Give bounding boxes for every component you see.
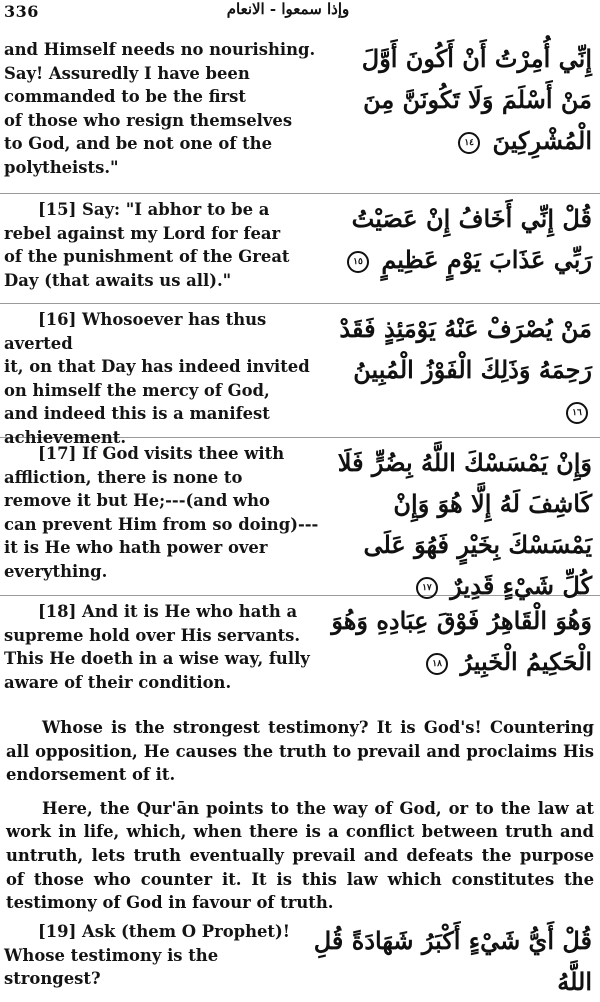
arabic-text: إِنِّي أُمِرْتُ أَنْ أَكُونَ أَوَّلَ مَنْ أَسْلَمَ وَلَا تَكُونَنَّ مِنَ الْمُشْرِكِينَ xyxy=(361,44,592,155)
verse-translation xyxy=(0,600,331,694)
translation-line: affliction, there is none to xyxy=(4,467,243,487)
verse-arabic xyxy=(296,920,600,1002)
verse-18 xyxy=(0,596,600,706)
translation-line: and indeed this is a manifest xyxy=(4,404,270,424)
verse-translation xyxy=(0,920,294,991)
translation-line: This He doeth in a wise way, fully xyxy=(4,649,310,669)
translation-line: and Himself needs no nourishing. xyxy=(4,40,316,59)
arabic-text: وَإِنْ يَمْسَسْكَ اللَّهُ بِضُرٍّ فَلَا كَاشِفَ لَهُ إِلَّا هُوَ وَإِنْ يَمْسَسْكَ بِخَيْرٍ فَهُوَ عَلَى كُلِّ شَيْءٍ قَدِيرٌ xyxy=(337,448,592,600)
verse-16 xyxy=(0,304,600,447)
verse-17 xyxy=(0,438,600,600)
translation-line: achievement. xyxy=(4,427,127,447)
translation-line: supreme hold over His servants. xyxy=(4,625,301,645)
translation-line: everything. xyxy=(4,561,108,581)
verse-end-marker: ١٦ xyxy=(566,402,588,424)
translation-line: of the punishment of the Great xyxy=(4,247,290,267)
arabic-text: وَهُوَ الْقَاهِرُ فَوْقَ عِبَادِهِ وَهُوَ الْحَكِيمُ الْخَبِيرُ xyxy=(331,606,592,676)
translation-line: Say! Assuredly I have been xyxy=(4,63,250,83)
verse-arabic xyxy=(331,600,600,682)
running-head: وإذا سمعوا - الانعام xyxy=(226,0,350,18)
verse-translation xyxy=(0,442,331,584)
verse-end-marker: ١٤ xyxy=(458,132,480,154)
verse-19 xyxy=(0,920,600,1002)
commentary xyxy=(6,716,594,925)
translation-line: polytheists." xyxy=(4,157,119,177)
verse-list xyxy=(0,34,600,706)
verse-translation xyxy=(0,38,331,180)
translation-line: [17] If God visits thee with xyxy=(38,444,285,463)
translation-line: remove it but He;---(and who xyxy=(4,491,270,511)
translation-line: it is He who hath power over xyxy=(4,538,268,558)
translation-line: Whose testimony is the strongest? xyxy=(4,945,219,989)
translation-line: [19] Ask (them O Prophet)! xyxy=(38,922,290,941)
verse-end-marker: ١٨ xyxy=(426,653,448,675)
arabic-text: مَنْ يُصْرَفْ عَنْهُ يَوْمَئِذٍ فَقَدْ رَحِمَهُ وَذَلِكَ الْفَوْزُ الْمُبِينُ xyxy=(339,314,592,384)
translation-line: to God, and be not one of the xyxy=(4,134,273,154)
translation-line: on himself the mercy of God, xyxy=(4,380,270,400)
verse-arabic xyxy=(331,198,600,280)
commentary-paragraph: Here, the Qur'ān points to the way of God, or to the law at work in life, which, when there is a conflict between truth and untruth, lets truth eventually prevail and defeats the purpose of those who counter it. It is this law which constitutes the testimony of God in favour of truth. xyxy=(6,798,594,913)
translation-line: aware of their condition. xyxy=(4,672,232,692)
translation-line: Day (that awaits us all)." xyxy=(4,270,232,290)
translation-line: can prevent Him from so doing)--- xyxy=(4,514,319,534)
translation-line: [18] And it is He who hath a xyxy=(38,602,298,621)
verse-15 xyxy=(0,194,600,304)
translation-line: [15] Say: "I abhor to be a xyxy=(38,200,270,219)
translation-line: it, on that Day has indeed invited xyxy=(4,357,310,377)
translation-line: [16] Whosoever has thus averted xyxy=(4,310,267,353)
translation-line: commanded to be the first xyxy=(4,87,246,107)
verse-arabic xyxy=(331,442,600,606)
arabic-text: قُلْ أَيُّ شَيْءٍ أَكْبَرُ شَهَادَةً قُلِ اللَّهُ xyxy=(313,926,592,996)
translation-line: of those who resign themselves xyxy=(4,110,293,130)
commentary-paragraph: Whose is the strongest testimony? It is God's! Countering all opposition, He causes the truth to prevail and proclaims His endorsement of it. xyxy=(6,718,594,785)
verse-end-marker: ١٥ xyxy=(347,251,369,273)
verse-arabic xyxy=(331,38,600,161)
verse-translation xyxy=(0,198,331,292)
verse-translation xyxy=(0,308,331,450)
verse-end-marker: ١٧ xyxy=(416,577,438,599)
verse-arabic xyxy=(331,308,600,431)
arabic-text: قُلْ إِنِّي أَخَافُ إِنْ عَصَيْتُ رَبِّي عَذَابَ يَوْمٍ عَظِيمٍ xyxy=(351,204,592,274)
page-number: 336 xyxy=(4,2,39,21)
verse-14 xyxy=(0,34,600,194)
translation-line: rebel against my Lord for fear xyxy=(4,223,281,243)
